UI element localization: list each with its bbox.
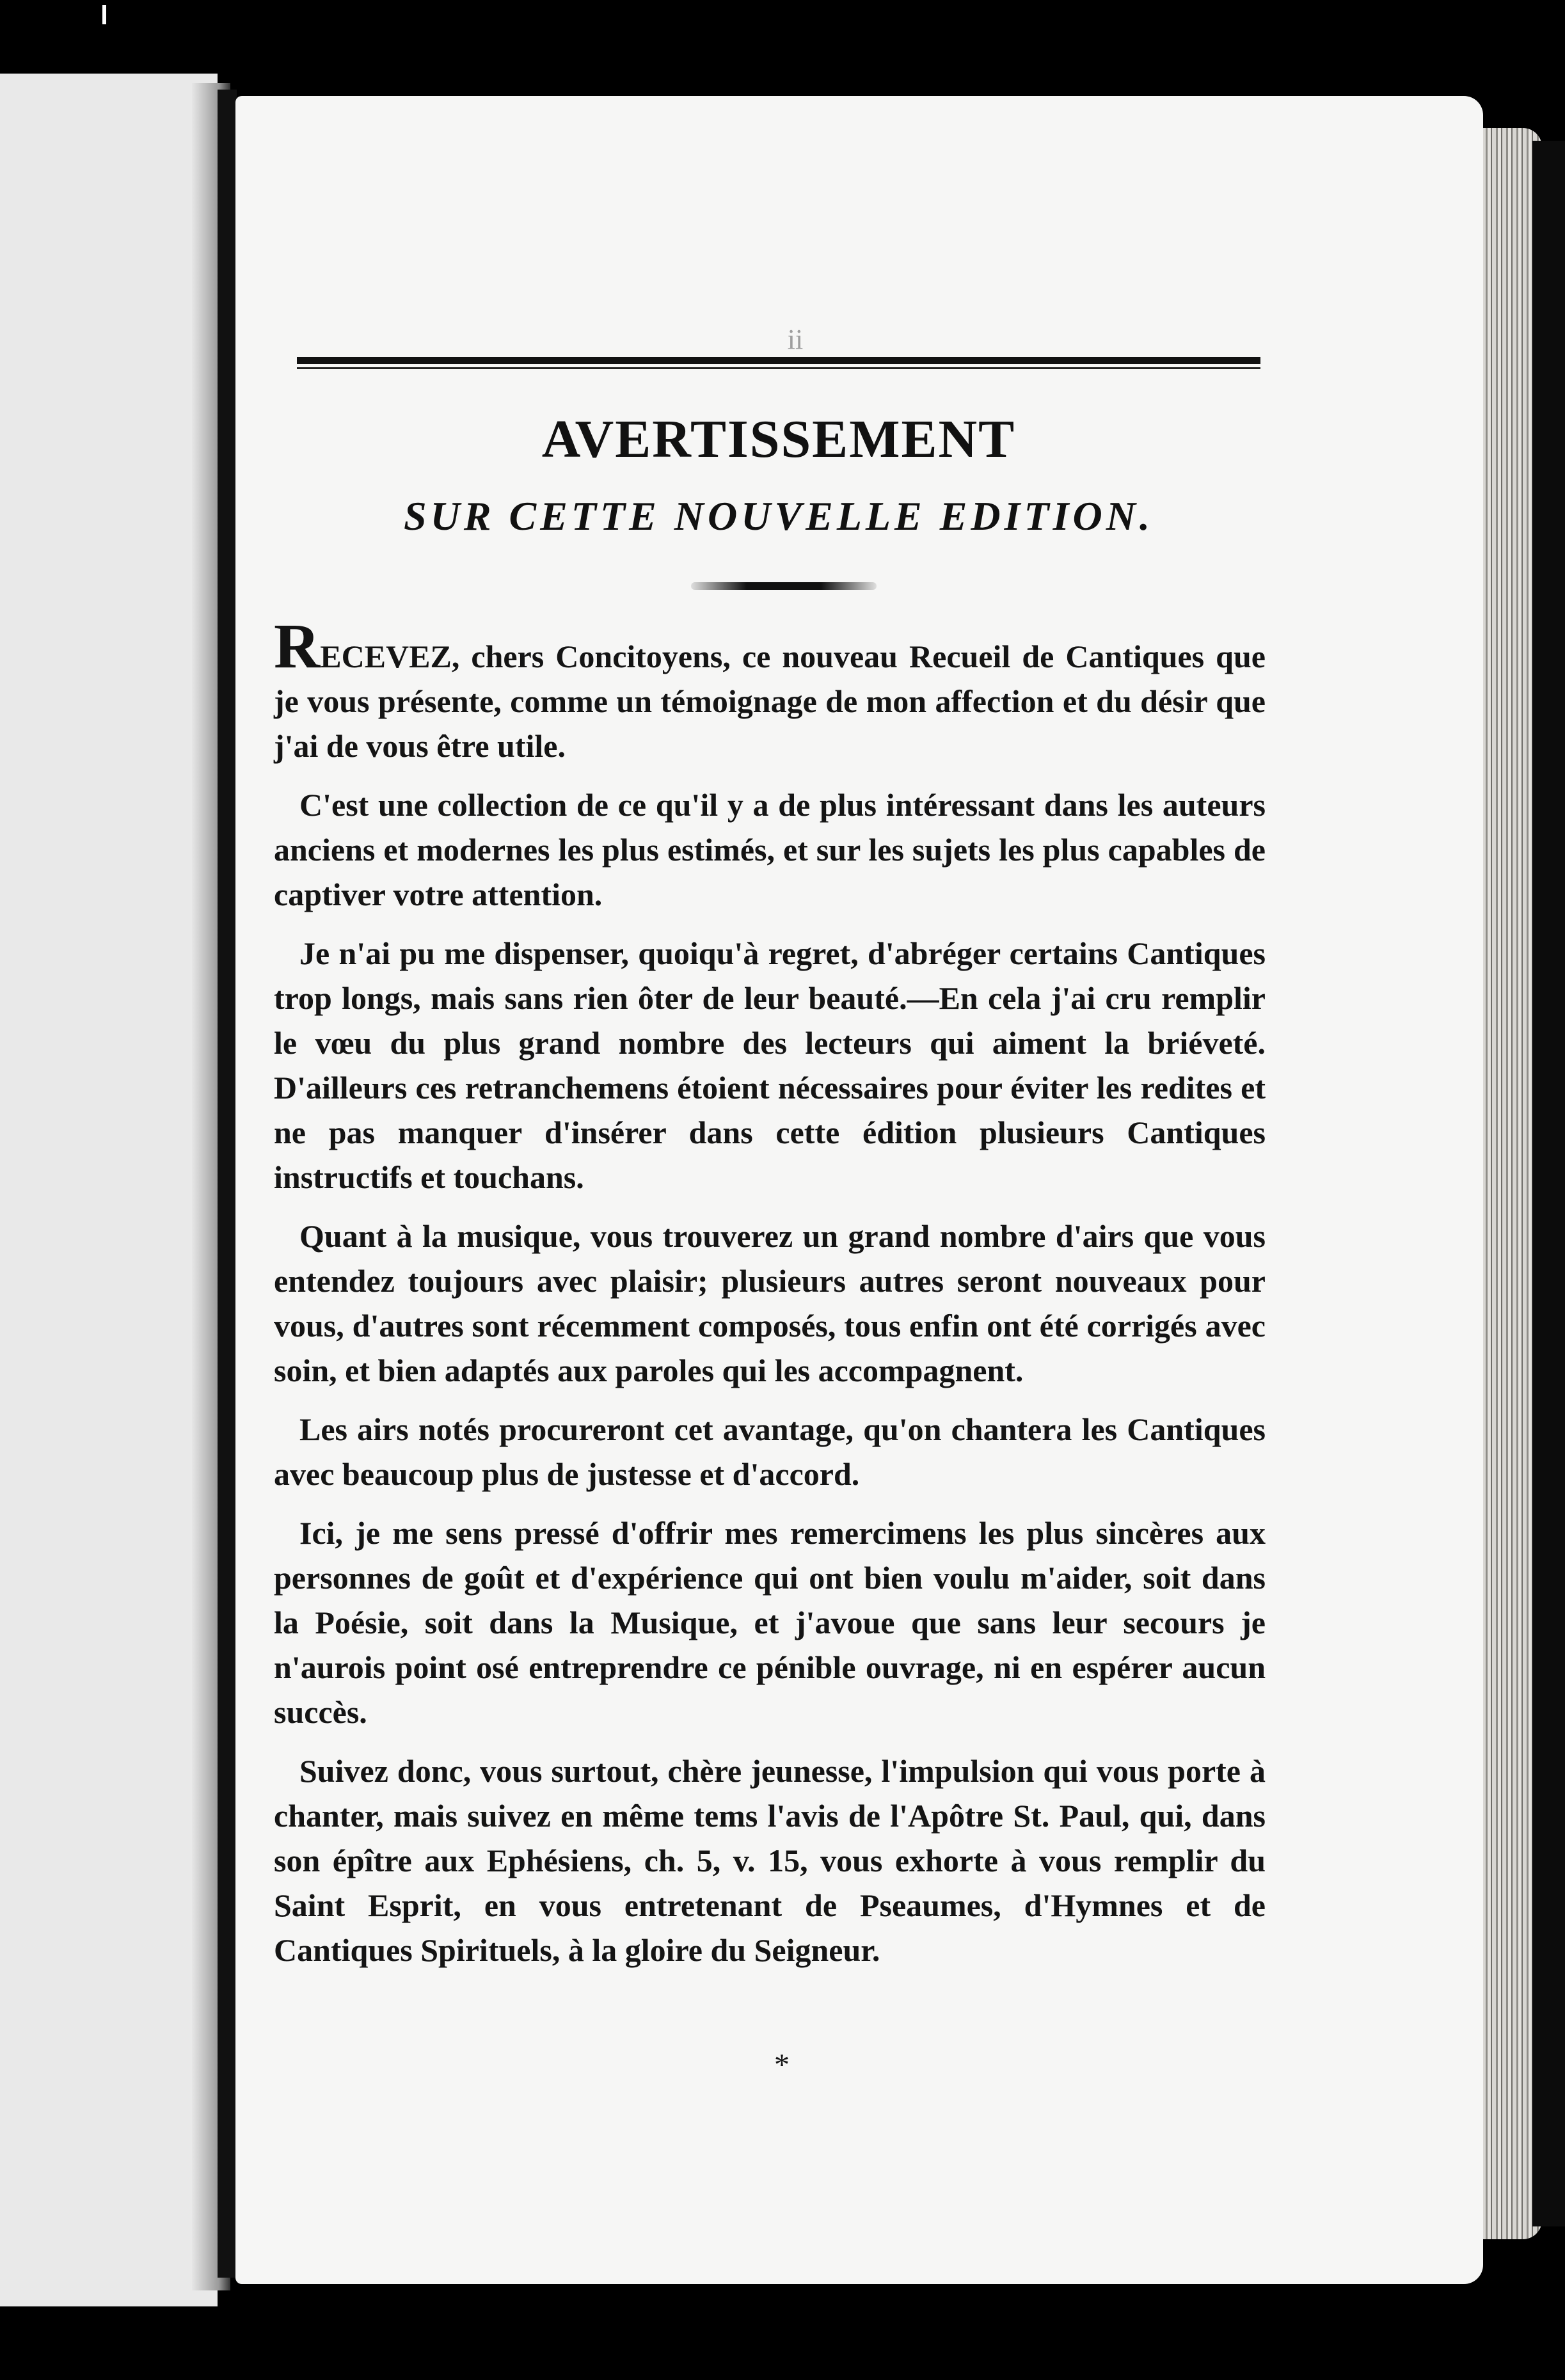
paragraph: Suivez donc, vous surtout, chère jeunesse, l'impulsion qui vous porte à chanter, mais suivez en même tems l'avis de l'Apôtre St. Paul, qui, dans son épître aux Ephésiens, ch. 5, v. 15, vous exhorte à vous remplir du Saint Esprit, en vous entretenant de Pseaumes, d'Hymnes et de Cantiques Spirituels, à la gloire du Seigneur. bbox=[274, 1753, 1266, 1968]
header-rule-thin bbox=[297, 367, 1260, 369]
header-rule-thick bbox=[297, 357, 1260, 364]
end-ornament: * bbox=[774, 2048, 790, 2082]
paragraph bbox=[274, 610, 1266, 768]
page-number: ii bbox=[787, 324, 804, 355]
left-page-edge bbox=[0, 74, 218, 2306]
paragraph: Les airs notés procureront cet avantage, qu'on chantera les Cantiques avec beaucoup plus de justesse et d'accord. bbox=[274, 1411, 1266, 1492]
body-text bbox=[274, 610, 1266, 1987]
scan-tick-mark bbox=[102, 5, 106, 24]
paragraph: Quant à la musique, vous trouverez un grand nombre d'airs que vous entendez toujours avec plaisir; plusieurs autres seront nouveaux pour vous, d'autres sont récemment composés, tous enfin ont été corrigés avec soin, et bien adaptés aux paroles qui les accompagnent. bbox=[274, 1218, 1266, 1388]
scan-border-right bbox=[1532, 141, 1565, 2226]
page-title: AVERTISSEMENT bbox=[541, 409, 1016, 469]
paragraph: Ici, je me sens pressé d'offrir mes remercimens les plus sincères aux personnes de goût et d'expérience qui ont bien voulu m'aider, soit dans la Poésie, soit dans la Musique, et j'avoue que sans leur secours je n'aurois point osé entreprendre ce pénible ouvrage, ni en espérer aucun succès. bbox=[274, 1515, 1266, 1730]
ornament-rule bbox=[691, 582, 877, 590]
paragraph: C'est une collection de ce qu'il y a de plus intéressant dans les auteurs anciens et modernes les plus estimés, et sur les sujets les plus capables de captiver votre attention. bbox=[274, 787, 1266, 912]
drop-cap: R bbox=[274, 610, 321, 681]
book-page bbox=[235, 96, 1483, 2284]
paragraph-text: chers Concitoyens, ce nouveau Recueil de Cantiques que je vous présente, comme un témoignage de mon affection et du désir que j'ai de vous être utile. bbox=[274, 639, 1266, 764]
page-subtitle: SUR CETTE NOUVELLE EDITION. bbox=[404, 493, 1154, 539]
paragraph: Je n'ai pu me dispenser, quoiqu'à regret, d'abréger certains Cantiques trop longs, mais sans rien ôter de leur beauté.—En cela j'ai cru remplir le vœu du plus grand nombre des lecteurs qui aiment la briéveté. D'ailleurs ces retranchemens étoient nécessaires pour éviter les redites et ne pas manquer d'insérer dans cette édition plusieurs Cantiques instructifs et touchans. bbox=[274, 935, 1266, 1195]
book-gutter bbox=[218, 90, 237, 2278]
lead-word: ECEVEZ, bbox=[320, 639, 460, 674]
